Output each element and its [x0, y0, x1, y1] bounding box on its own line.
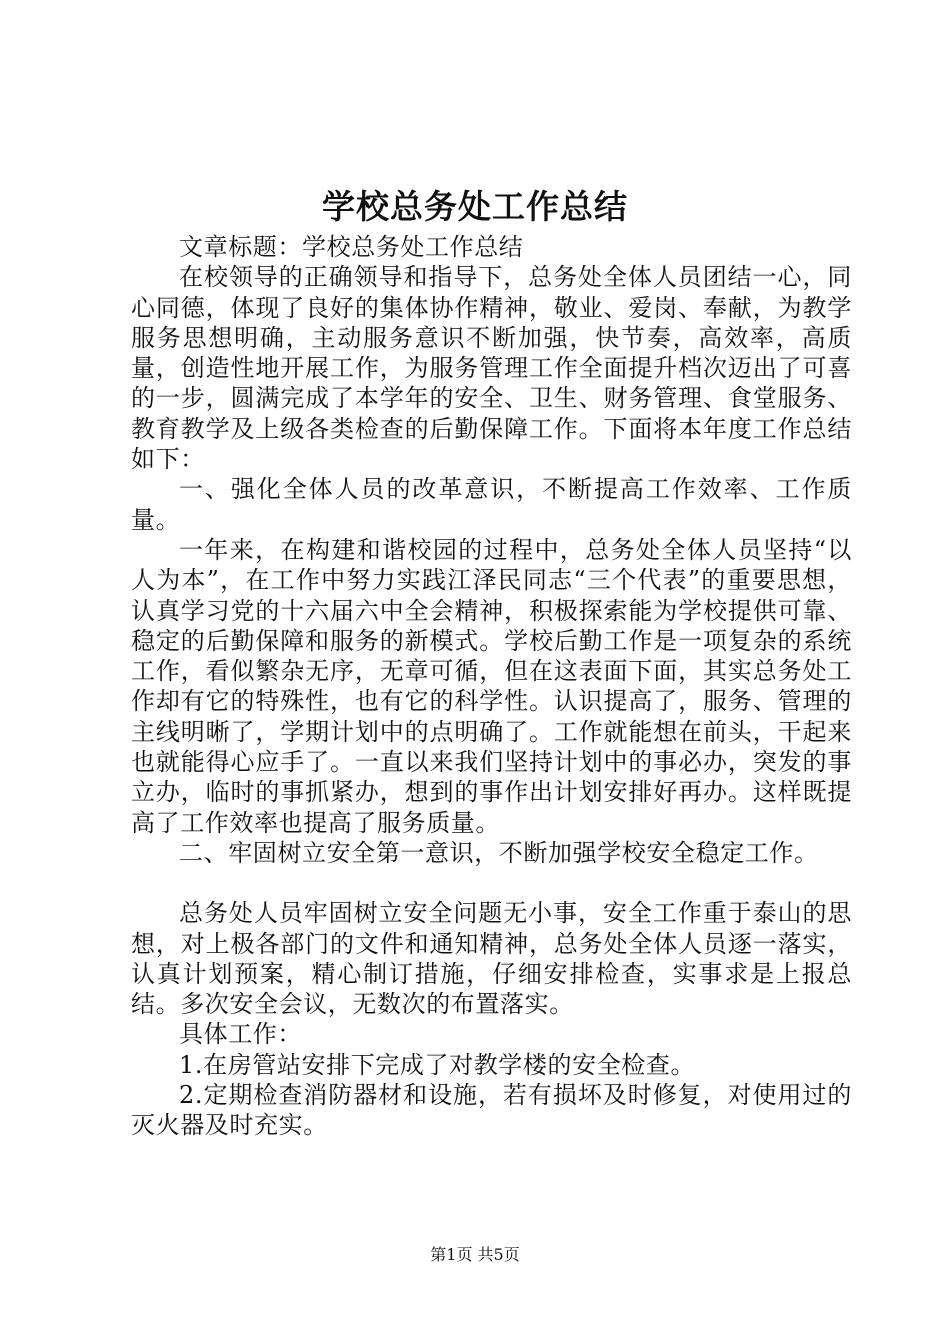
blank-line [131, 868, 852, 898]
page-footer: 第1页 共5页 [430, 1245, 520, 1264]
article-title-line: 文章标题：学校总务处工作总结 [179, 233, 524, 261]
section-2-paragraph: 总务处人员牢固树立安全问题无小事，安全工作重于泰山的思想，对上极各部门的文件和通知精神，总务处全体人员逐一落实，认真计划预案，精心制订措施，仔细安排检查，实事求是上报总结。多次安全会议，无数次的布置落实。 [131, 899, 852, 1019]
specific-work-label: 具体工作： [179, 1020, 302, 1049]
work-item-2: 2.定期检查消防器材和设施，若有损坏及时修复，对使用过的灭火器及时充实。 [131, 1081, 852, 1140]
section-1-paragraph: 一年来，在构建和谐校园的过程中，总务处全体人员坚持“以人为本”，在工作中努力实践江泽民同志“三个代表”的重要思想，认真学习党的十六届六中全会精神，积极探索能为学校提供可靠、稳定的后勤保障和服务的新模式。学校后勤工作是一项复杂的系统工作，看似繁杂无序，无章可循，但在这表面下面，其实总务处工作却有它的特殊性，也有它的科学性。认识提高了，服务、管理的主线明晰了，学期计划中的点明确了。工作就能想在前头，干起来也就能得心应手了。一直以来我们坚持计划中的事必办，突发的事立办，临时的事抓紧办，想到的事作出计划安排好再办。这样既提高了工作效率也提高了服务质量。 [131, 535, 852, 837]
document-body [131, 232, 852, 1141]
work-item-1: 1.在房管站安排下完成了对教学楼的安全检查。 [179, 1050, 696, 1079]
section-heading-2: 二、牢固树立安全第一意识，不断加强学校安全稳定工作。 [179, 838, 819, 867]
section-heading-1: 一、强化全体人员的改革意识，不断提高工作效率、工作质量。 [131, 475, 852, 534]
document-title: 学校总务处工作总结 [322, 187, 628, 226]
intro-paragraph: 在校领导的正确领导和指导下，总务处全体人员团结一心，同心同德，体现了良好的集体协作精神，敬业、爱岗、奉献，为教学服务思想明确，主动服务意识不断加强，快节奏，高效率，高质量，创造性地开展工作，为服务管理工作全面提升档次迈出了可喜的一步，圆满完成了本学年的安全、卫生、财务管理、食堂服务、教育教学及上级各类检查的后勤保障工作。下面将本年度工作总结如下： [131, 263, 852, 474]
